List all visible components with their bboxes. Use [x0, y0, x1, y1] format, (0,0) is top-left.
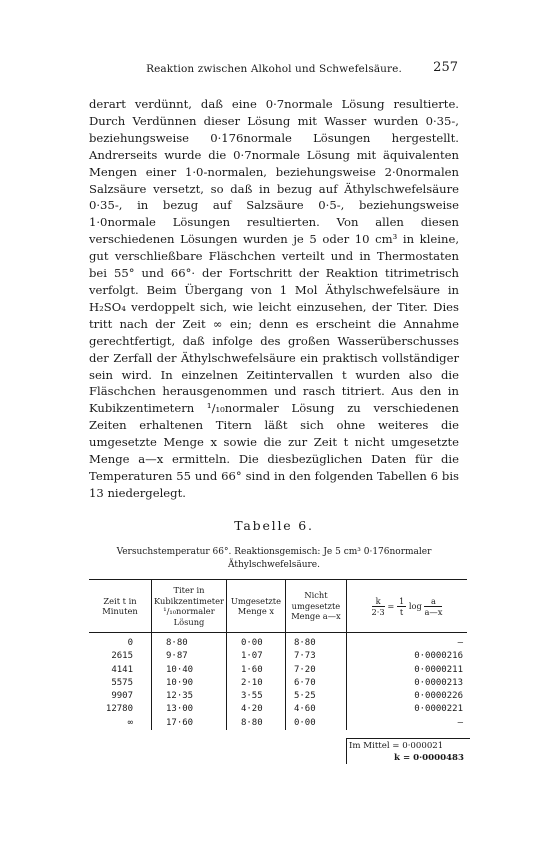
cell-converted: 2·10	[226, 677, 285, 690]
cell-rate: 0·0000211	[346, 664, 467, 677]
frac-1t-num: 1	[398, 595, 405, 606]
cell-titer: 12·35	[152, 690, 227, 703]
cell-rate: 0·0000213	[346, 677, 467, 690]
table-row	[89, 690, 467, 703]
cell-time: 4141	[111, 664, 133, 675]
frac-k-num: k	[372, 596, 385, 607]
mean-label: Im Mittel = 0·000021	[349, 741, 444, 751]
cell-converted: 1·07	[226, 650, 285, 663]
table-row	[89, 633, 467, 651]
cell-unconverted: 4·60	[285, 703, 346, 716]
table-caption: Versuchstemperatur 66°. Reaktionsgemisch: Je 5 cm³ 0·176normaler Äthylschwefelsäure.	[116, 547, 432, 570]
table-row	[89, 717, 467, 730]
cell-rate: 0·0000221	[346, 703, 467, 716]
table-title: Tabelle 6.	[234, 518, 314, 533]
page-number: 257	[433, 60, 458, 75]
cell-converted: 8·80	[226, 717, 285, 730]
cell-converted: 4·20	[226, 703, 285, 716]
cell-titer: 13·00	[152, 703, 227, 716]
cell-unconverted: 7·20	[285, 664, 346, 677]
cell-time: 9907	[111, 691, 133, 702]
cell-rate: 0·0000226	[346, 690, 467, 703]
header-time: Zeit t in Minuten	[89, 580, 152, 633]
cell-converted: 3·55	[226, 690, 285, 703]
cell-rate: —	[346, 717, 467, 730]
log-label: log	[408, 600, 422, 611]
mean-summary	[346, 738, 470, 764]
cell-rate: 0·0000216	[346, 650, 467, 663]
table-row	[89, 650, 467, 663]
cell-titer: 10·90	[152, 677, 227, 690]
table-row	[89, 677, 467, 690]
cell-time: 0	[127, 638, 133, 648]
frac-1t-den: t	[399, 606, 404, 617]
header-unconverted: Nicht umgesetzte Menge a—x	[285, 580, 346, 633]
header-converted: Umgesetzte Menge x	[226, 580, 285, 633]
header-rate-constant	[346, 580, 467, 633]
frac-a-den: a—x	[424, 606, 443, 617]
table-row	[89, 703, 467, 716]
frac-1t	[397, 596, 406, 617]
table-header-row	[89, 580, 467, 633]
cell-time: 12780	[105, 704, 133, 715]
cell-unconverted: 0·00	[285, 717, 346, 730]
cell-converted: 0·00	[226, 633, 285, 651]
cell-titer: 8·80	[152, 633, 227, 651]
cell-time: 2615	[111, 651, 133, 662]
cell-titer: 9·87	[152, 650, 227, 663]
cell-time: 5575	[111, 677, 133, 688]
cell-unconverted: 5·25	[285, 690, 346, 703]
cell-unconverted: 6·70	[285, 677, 346, 690]
mean-value: k = 0·0000483	[394, 753, 464, 763]
header-titer: Titer in Kubikzentimeter ¹/₁₀normaler Lösung	[152, 580, 227, 633]
cell-titer: 17·60	[152, 717, 227, 730]
frac-k-den: 2·3	[371, 606, 385, 617]
cell-unconverted: 8·80	[285, 633, 346, 651]
cell-converted: 1·60	[226, 664, 285, 677]
data-table	[89, 579, 467, 730]
table-row	[89, 664, 467, 677]
cell-titer: 10·40	[152, 664, 227, 677]
cell-rate: —	[346, 633, 467, 651]
frac-k	[372, 596, 385, 617]
body-paragraph-text: derart verdünnt, daß eine 0·7normale Lösung resultierte. Durch Verdünnen dieser Lösung mit Wasser wurden 0·35-, beziehungsweise 0·176normale Lösungen hergestellt. Andrerseits wurde die 0·7normale Lösung mit äquivalenten Mengen einer 1·0-normalen, beziehungsweise 2·0normalen Salzsäure versetzt, so daß in bezug auf Äthylschwefelsäure 0·35-, in bezug auf Salzsäure 0·5-, beziehungsweise 1·0normale Lösungen resultierten. Von allen diesen verschiedenen Lösungen wurden je 5 oder 10 cm³ in kleine, gut verschließbare Fläschchen verteilt und in Thermostaten bei 55° und 66°· der Fortschritt der Reaktion titrimetrisch verfolgt. Beim Übergang von 1 Mol Äthylschwefelsäure in H₂SO₄ verdoppelt sich, wie leicht einzusehen, der Titer. Dies tritt nach der Zeit ∞ ein; denn es erscheint die Annahme gerechtfertigt, daß infolge des großen Wasserüberschusses der Zerfall der Äthylschwefelsäure ein praktisch vollständiger sein wird. In einzelnen Zeitintervallen t wurden also die Fläschchen herausgenommen und rasch titriert. Aus den in Kubikzentimetern ¹/₁₀normaler Lösung zu verschiedenen Zeiten erhaltenen Titern läßt sich ohne weiteres die umgesetzte Menge x sowie die zur Zeit t nicht umgesetzte Menge a—x ermitteln. Die diesbezüglichen Daten für die Temperaturen 55 und 66° sind in den folgenden Tabellen 6 bis 13 niedergelegt.	[89, 97, 459, 500]
cell-time: ∞	[127, 717, 133, 728]
running-title: Reaktion zwischen Alkohol und Schwefelsäure.	[146, 63, 402, 75]
frac-a-num: a	[424, 596, 442, 607]
frac-a	[424, 596, 442, 617]
equals-sign: =	[387, 600, 395, 611]
body-paragraph	[89, 96, 459, 502]
cell-unconverted: 7·73	[285, 650, 346, 663]
